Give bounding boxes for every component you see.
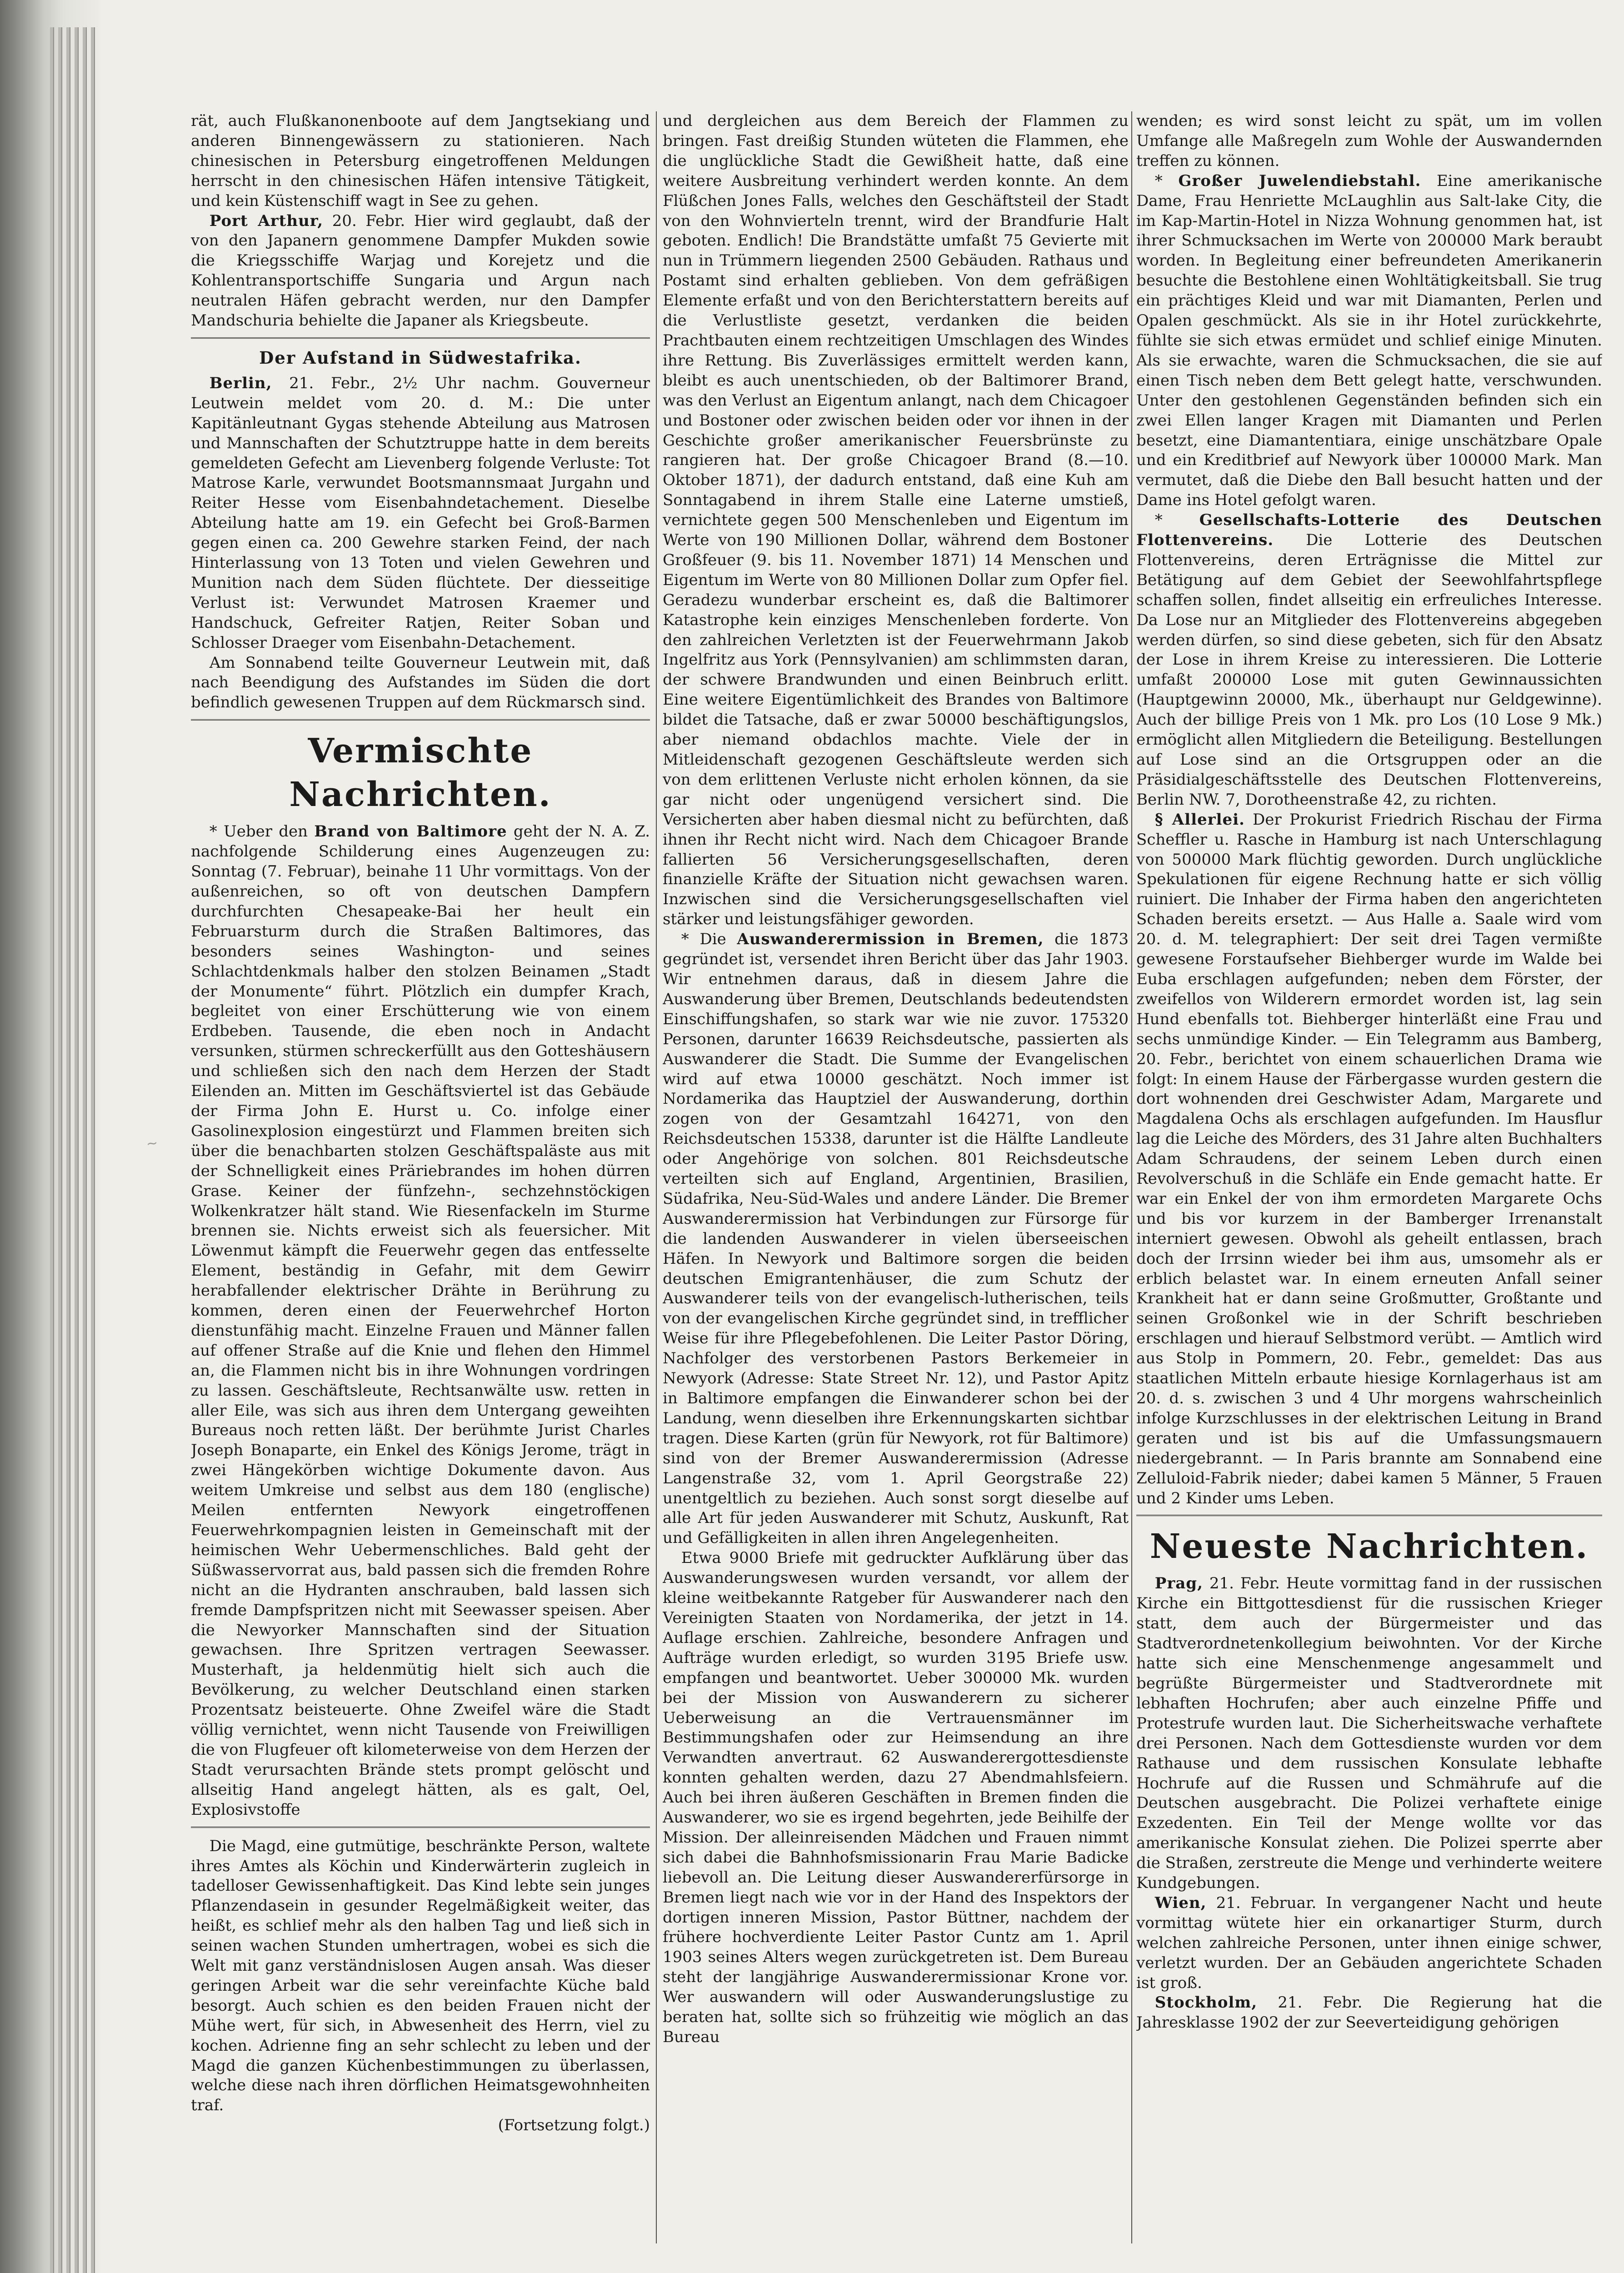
- section-rule: [1136, 1515, 1602, 1518]
- article-paragraph: [191, 374, 650, 653]
- pencil-marginalia: ~: [145, 1135, 159, 1152]
- dateline: Prag,: [1154, 1574, 1203, 1593]
- page-edge: [50, 27, 54, 2273]
- article-text: die 1873 gegründet ist, versendet ihren Bericht über das Jahr 1903. Wir entnehmen daraus, daß in diesem Jahre die Auswanderung über Bremen, Deutschlands bedeutendsten Einschiffungshafen, so stark war wie nie zuvor. 175320 Personen, darunter 16639 Reichsdeutsche, passierten als Auswanderer die Stadt. Die Summe der Evangelischen wird auf etwa 10000 geschätzt. Noch immer ist Nordamerika das Hauptziel der Auswanderung, dorthin zogen von der Gesamtzahl 164271, von den Reichsdeutschen 15338, darunter ist die Hälfte Landleute oder Angehörige von solchen. 801 Reichsdeutsche verteilten sich auf England, Argentinien, Brasilien, Südafrika, Neu-Süd-Wales und andere Länder. Die Bremer Auswanderermission hat Verbindungen zur Fürsorge für die landenden Auswanderer in vielen überseeischen Häfen. In Newyork und Baltimore sorgen die beiden deutschen Emigrantenhäuser, die zum Schutz der Auswanderer teils von der evangelisch-lutherischen, teils von der evangelischen Kirche gegründet sind, in trefflicher Weise für ihre Pflegebefohlenen. Die Leiter Pastor Döring, Nachfolger des verstorbenen Pastors Berkemeier in Newyork (Adresse: State Street Nr. 12), und Pastor Apitz in Baltimore empfangen die Einwanderer schon bei der Landung, wenn dieselben ihre Erkennungskarten sichtbar tragen. Diese Karten (grün für Newyork, rot für Baltimore) sind von der Bremer Auswanderermission (Adresse Langenstraße 32, vom 1. April Georgstraße 22) unentgeltlich zu beziehen. Auch sonst sorgt dieselbe auf alle Art für jeden Auswanderer mit Schutz, Auskunft, Rat und Gefälligkeiten in allen ihren Angelegenheiten.: [663, 930, 1129, 1547]
- article-paragraph: [663, 930, 1129, 1548]
- dateline: Port Arthur,: [209, 211, 324, 230]
- article-paragraph: Am Sonnabend teilte Gouverneur Leutwein mit, daß nach Beendigung des Aufstandes im Süden die dort befindlich gewesenen Truppen auf dem Rückmarsch sind.: [191, 653, 650, 712]
- column-2: [663, 111, 1129, 2241]
- article-paragraph: [1136, 1574, 1602, 1893]
- page-edge: [66, 27, 70, 2273]
- article-text: *: [1154, 511, 1199, 530]
- page-edge: [75, 27, 79, 2273]
- article-text: 21. Februar. In vergangener Nacht und heute vormittag wütete hier ein orkanartiger Sturm, durch welchen zahlreiche Personen, unter ihnen einige schwer, verletzt wurden. Der an Gebäuden angerichtete Schaden ist groß.: [1136, 1893, 1602, 1992]
- article-paragraph: [1136, 511, 1602, 810]
- article-paragraph: [191, 822, 650, 1820]
- section-heading: Neueste Nachrichten.: [1149, 1527, 1589, 1567]
- article-text: 21. Febr., 2½ Uhr nachm. Gouverneur Leutwein meldet vom 20. d. M.: Die unter Kapitänleutnant Gygas stehende Abteilung aus Matrosen und Mannschaften der Schutztruppe hatte in dem bereits gemeldeten Gefecht am Lievenberg folgende Verluste: Tot Matrose Karle, verwundet Bootsmannsmaat Jurgahn und Reiter Hesse vom Eisenbahndetachement. Dieselbe Abteilung hatte am 19. ein Gefecht bei Groß-Barmen gegen einen ca. 200 Gewehre starken Feind, der nach Hinterlassung von 13 Toten und vielen Gewehren und Munition nach dem Süden flüchtete. Der diesseitige Verlust ist: Verwundet Matrosen Kraemer und Handschuck, Gefreiter Ratjen, Reiter Soban und Schlosser Draeger vom Eisenbahn-Detachement.: [191, 374, 650, 652]
- article-text: *: [1154, 171, 1179, 190]
- article-paragraph: [1136, 171, 1602, 511]
- article-paragraph: [1136, 810, 1602, 1509]
- column-1: [191, 111, 650, 2241]
- article-paragraph: und dergleichen aus dem Bereich der Flammen zu bringen. Fast dreißig Stunden wüteten die Flammen, ehe die unglückliche Stadt die Gewißheit hatte, daß eine weitere Ausbreitung verhindert werden konnte. An dem Flüßchen Jones Falls, welches den Geschäftsteil der Stadt von den Wohnvierteln trennt, wird der Brandfurie Halt geboten. Endlich! Die Brandstätte umfaßt 75 Gevierte mit nun in Trümmern liegenden 2500 Gebäuden. Rathaus und Postamt sind erhalten geblieben. Von dem gefräßigen Elemente erfaßt und von den Berichterstattern bereits auf die Verlustliste gesetzt, verdanken die beiden Prachtbauten einem rechtzeitigen Umschlagen des Windes ihre Rettung. Bis Zuverlässiges ermittelt werden kann, bleibt es auch unentschieden, ob der Baltimorer Brand, was den Verlust an Eigentum anlangt, nach dem Chicagoer und Bostoner oder zwischen beiden oder vor ihnen in der Geschichte großer amerikanischer Feuersbrünste zu rangieren hat. Der große Chicagoer Brand (8.—10. Oktober 1871), der dadurch entstand, daß eine Kuh am Sonntagabend in ihrem Stalle eine Laterne umstieß, vernichtete gegen 500 Menschenleben und Eigentum im Werte von 190 Millionen Dollar, während dem Bostoner Großfeuer (9. bis 11. November 1871) 14 Menschen und Eigentum im Werte von 80 Millionen Dollar zum Opfer fiel. Geradezu wunderbar erscheint es, daß die Baltimorer Katastrophe kein einziges Menschenleben forderte. Von den zahlreichen Verletzten ist der Feuerwehrmann Jakob Ingelfritz aus York (Pennsylvanien) am schlimmsten daran, der schwere Brandwunden und einen Beinbruch erlitt. Eine weitere Eigentümlichkeit des Brandes von Baltimore bildet die Tatsache, daß er zwar 50000 beschäftigungslos, aber niemand obdachlos machte. Viele der in Mitleidenschaft gezogenen Geschäftsleute werden sich von dem erlittenen Verluste nicht erholen können, da sie gar nicht oder ungenügend versichert sind. Die Versicherten aber haben diesmal nicht zu befürchten, daß ihnen ihr Recht nicht wird. Nach dem Chicagoer Brande fallierten 56 Versicherungsgesellschaften, deren finanzielle Kräfte der Situation nicht gewachsen waren. Inzwischen sind die Versicherungsgesellschaften viel stärker und leistungsfähiger geworden.: [663, 112, 1129, 929]
- section-heading: Vermischte Nachrichten.: [289, 731, 552, 815]
- continuation-note: (Fortsetzung folgt.): [498, 2116, 650, 2135]
- article-paragraph: [191, 211, 650, 331]
- article-text: 20. Febr. Hier wird geglaubt, daß der von den Japanern genommene Dampfer Mukden sowie die Kriegsschiffe Warjag und Korejetz und die Kohlentransportschiffe Sungaria und Argun nach neutralen Häfen gebracht werden, nur den Dampfer Mandschuria behielte die Japaner als Kriegsbeute.: [191, 211, 650, 330]
- article-paragraph: Etwa 9000 Briefe mit gedruckter Aufklärung über das Auswanderungswesen wurden versandt, vor allem der kleine weitbekannte Ratgeber für Auswanderer nach den Vereinigten Staaten von Nordamerika, der jetzt in 14. Auflage erschien. Zahlreiche, besondere Anfragen und Aufträge wurden erledigt, so wurden 3195 Briefe usw. empfangen und beantwortet. Ueber 300000 Mk. wurden bei der Mission von Auswanderern zu sicherer Ueberweisung an die Vertrauensmänner im Bestimmungshafen oder zur Heimsendung an ihre Verwandten anvertraut. 62 Auswanderergottesdienste konnten gehalten werden, dazu 27 Abendmahlsfeiern. Auch bei ihren äußeren Geschäften in Bremen finden die Auswanderer, wo sie es irgend begehrten, jede Beihilfe der Mission. Der alleinreisenden Mädchen und Frauen nimmt sich dabei die Bahnhofsmissionarin Frau Marie Badicke liebevoll an. Die Leitung dieser Auswandererfürsorge in Bremen liegt nach wie vor in der Hand des Inspektors der dortigen inneren Mission, Pastor Büttner, nachdem der frühere hochverdiente Leiter Pastor Cuntz am 1. April 1903 seines Alters wegen zurückgetreten ist. Dem Bureau steht der langjährige Auswanderermissionar Krone vor. Wer auswandern will oder Auswanderungslustige zu beraten hat, sollte sich so frühzeitig wie möglich an das Bureau: [663, 1549, 1129, 2046]
- column-rule: [656, 111, 657, 2243]
- article-title: § Allerlei.: [1154, 810, 1245, 829]
- dateline: Wien,: [1154, 1893, 1207, 1912]
- article-paragraph: [1136, 1893, 1602, 1993]
- article-text: Die Lotterie des Deutschen Flottenvereins, deren Erträgnisse die Mittel zur Betätigung auf dem Gebiet der Seewohlfahrtspflege schaffen sollen, findet allseitig ein erfreuliches Interesse. Da Lose nur an Mitglieder des Flottenvereins abgegeben werden dürfen, so sind diese gebeten, sich für den Absatz der Lose in ihrem Kreise zu interessieren. Die Lotterie umfaßt 200000 Lose mit guten Gewinnaussichten (Hauptgewinn 20000, Mk., überhaupt nur Geldgewinne). Auch der billige Preis von 1 Mk. pro Los (10 Lose 9 Mk.) ermöglicht allen Mitgliedern die Beteiligung. Bestellungen auf Lose sind an die Ortsgruppen oder an die Präsidialgeschäftsstelle des Deutschen Flottenvereins, Berlin NW. 7, Dorotheenstraße 42, zu richten.: [1136, 531, 1602, 809]
- feuilleton-paragraph: Die Magd, eine gutmütige, beschränkte Person, waltete ihres Amtes als Köchin und Kinderwärterin zugleich in tadelloser Gewissenhaftigkeit. Das Kind lebte sein junges Pflanzendasein in gesunder Regelmäßigkeit weiter, das heißt, es schlief mehr als den halben Tag und ließ sich in seinen wachen Stunden umhertragen, wobei es sich die Welt mit ganz verständnislosen Augen ansah. Was dieser geringen Arbeit war die sehr vereinfachte Küche bald besorgt. Auch schien es den beiden Frauen nicht der Mühe wert, für sich, in Abwesenheit des Herrn, viel zu kochen. Adrienne fing an sehr schlecht zu leben und der Magd die ganzen Küchenbestimmungen zu überlassen, welche diese nach ihren dörflichen Heimatsgewohnheiten traf.: [191, 1837, 650, 2115]
- section-heading: Der Aufstand in Südwestafrika.: [259, 347, 582, 368]
- article-text: * Die: [681, 930, 737, 949]
- article-title: Großer Juwelendiebstahl.: [1178, 171, 1421, 190]
- dateline: Stockholm,: [1154, 1993, 1258, 2012]
- article-paragraph: rät, auch Flußkanonenboote auf dem Jangtsekiang und anderen Binnengewässern zu stationieren. Nach chinesischen in Petersburg eingetroffenen Meldungen herrscht in den chinesischen Häfen intensive Tätigkeit, und kein Küstenschiff wagt in See zu gehen.: [191, 112, 650, 210]
- page-edge: [83, 27, 87, 2273]
- article-text: * Ueber den: [209, 822, 315, 841]
- article-title: Gesellschafts-Lotterie des Deutschen Flottenvereins.: [1136, 511, 1602, 550]
- article-text: Der Prokurist Friedrich Rischau der Firma Scheffler u. Rasche in Hamburg ist nach Unterschlagung von 500000 Mark flüchtig geworden. Durch unglückliche Spekulationen für eigene Rechnung hatte er sich völlig ruiniert. Die Inhaber der Firma haben den angerichteten Schaden bereits ersetzt. — Aus Halle a. Saale wird vom 20. d. M. telegraphiert: Der seit drei Tagen vermißte gewesene Forstaufseher Biehberger wurde im Walde bei Euba erschlagen aufgefunden; neben dem Förster, der zweifellos von Wilderern ermordet worden ist, lag sein Hund ebenfalls tot. Biehberger hinterläßt eine Frau und sechs unmündige Kinder. — Ein Telegramm aus Bamberg, 20. Febr., berichtet von einem schauerlichen Drama wie folgt: In einem Hause der Färbergasse wurden gestern die dort wohnenden drei Geschwister Adam, Margarete und Magdalena Ochs als erschlagen aufgefunden. Im Hausflur lag die Leiche des Mörders, des 31 Jahre alten Buchhalters Adam Schraudens, der seinem Leben durch einen Revolverschuß in die Schläfe ein Ende gemacht hatte. Er war ein Enkel der von ihm ermordeten Margarete Ochs und bis vor kurzem in der Bamberger Irrenanstalt interniert gewesen. Obwohl als geheilt entlassen, brach doch der Irrsinn wieder bei ihm aus, umsomehr als er erblich belastet war. In einem erneuten Anfall seiner Krankheit hat er dann seine Großmutter, Großtante und seinen Großonkel wie in der Schrift beschrieben erschlagen und hierauf Selbstmord verübt. — Amtlich wird aus Stolp in Pommern, 20. Febr., gemeldet: Das aus staatlichen Mitteln erbaute hiesige Kornlagerhaus ist am 20. d. s. zwischen 3 und 4 Uhr morgens wahrscheinlich infolge Kurzschlusses in der elektrischen Leitung in Brand geraten und ist bis auf die Umfassungsmauern niedergebrannt. — In Paris brannte am Sonnabend eine Zelluloid-Fabrik nieder; dabei kamen 5 Männer, 5 Frauen und 2 Kinder ums Leben.: [1136, 810, 1602, 1507]
- article-title: Brand von Baltimore: [314, 822, 507, 841]
- page-edge: [58, 27, 62, 2273]
- feuilleton-rule: [191, 1827, 650, 1830]
- dateline: Berlin,: [209, 374, 272, 392]
- article-paragraph: wenden; es wird sonst leicht zu spät, um im vollen Umfange alle Maßregeln zum Wohle der Auswandernden treffen zu können.: [1136, 112, 1602, 170]
- article-title: Auswanderermission in Bremen,: [737, 930, 1044, 949]
- column-3: [1136, 111, 1602, 2241]
- article-text: geht der N. A. Z. nachfolgende Schilderung eines Augenzeugen zu: Sonntag (7. Februar), beinahe 11 Uhr vormittags. Von der außenreichen, so oft von deutschen Dampfern durchfurchten Chesapeake-Bai her heult ein Februarsturm durch die Straßen Baltimores, das besonders seines Washington- und seines Schlachtdenkmals halber den stolzen Beinamen „Stadt der Monumente“ führt. Plötzlich ein dumpfer Krach, begleitet von einer Erschütterung wie von einem Erdbeben. Tausende, die eben noch in Andacht versunken, stürmen schreckerfüllt aus den Gotteshäusern und schließen sich den nach dem Herzen der Stadt Eilenden an. Mitten im Geschäftsviertel ist das Gebäude der Firma John E. Hurst u. Co. infolge einer Gasolinexplosion eingestürzt und Flammen breiten sich über die benachbarten stolzen Geschäftspaläste aus mit der Schnelligkeit eines Präriebrandes im hohen dürren Grase. Keiner der fünfzehn-, sechzehnstöckigen Wolkenkratzer hält stand. Wie Riesenfackeln im Sturme brennen sie. Nichts erweist sich als feuersicher. Mit Löwenmut kämpft die Feuerwehr gegen das entfesselte Element, beständig in Gefahr, mit dem Gewirr herabfallender elektrischer Drähte in Berührung zu kommen, deren einen der Feuerwehrchef Horton dienstunfähig macht. Einzelne Frauen und Männer fallen auf offener Straße auf die Knie und flehen den Himmel an, die Flammen nicht bis in ihre Wohnungen vordringen zu lassen. Geschäftsleute, Rechtsanwälte usw. retten in aller Eile, was sich aus ihren dem Untergang geweihten Bureaus noch retten läßt. Der berühmte Jurist Charles Joseph Bonaparte, ein Enkel des Königs Jerome, trägt in zwei Hängekörben wichtige Dokumente davon. Aus weitem Umkreise und selbst aus dem 180 (englische) Meilen entfernten Newyork eingetroffenen Feuerwehrkompagnien leisten in Gemeinschaft mit der heimischen Wehr Uebermenschliches. Bald geht der Süßwasservorrat aus, bald passen sich die fremden Rohre nicht an die Hydranten anschrauben, bald lassen sich fremde Dampfspritzen nicht mit Seewasser speisen. Aber die Newyorker Mannschaften sind der Situation gewachsen. Ihre Spritzen vertragen Seewasser. Musterhaft, ja heldenmütig hielt sich auch die Bevölkerung, zu welcher Deutschland einen starken Prozentsatz beisteuerte. Ohne Zweifel wäre die Stadt völlig vernichtet, wenn nicht Tausende von Freiwilligen die von Flugfeuer oft kilometerweise von dem Herzen der Stadt verursachten Brände stets prompt gelöscht und allseitig Hand angelegt hätten, als es galt, Oel, Explosivstoffe: [191, 822, 650, 1819]
- section-rule: [191, 337, 650, 341]
- article-text: Eine amerikanische Dame, Frau Henriette McLaughlin aus Salt-lake City, die im Kap-Martin-Hotel in Nizza Wohnung genommen hat, ist ihrer Schmucksachen im Werte von 200000 Mark beraubt worden. In Begleitung einer befreundeten Amerikanerin besuchte die Bestohlene einen Wohltätigkeitsball. Sie trug ein prächtiges Kleid und war mit Diamanten, Perlen und Opalen geschmückt. Als sie in ihr Hotel zurückkehrte, fühlte sie sich etwas ermüdet und schlief einige Minuten. Als sie erwachte, waren die Schmucksachen, die sie auf einen Tisch neben dem Bett gelegt hatte, verschwunden. Unter den gestohlenen Gegenständen befinden sich ein zwei Ellen langer Kragen mit Diamanten und Perlen besetzt, eine Diamantentiara, einige unschätzbare Opale und ein Kreditbrief auf Newyork über 100000 Mark. Man vermutet, daß die Diebe den Ball besucht hatten und der Dame ins Hotel gefolgt waren.: [1136, 171, 1602, 510]
- article-text: 21. Febr. Heute vormittag fand in der russischen Kirche ein Bittgottesdienst für die russischen Krieger statt, dem auch der Bürgermeister und das Stadtverordnetenkollegium beiwohnten. Vor der Kirche hatte sich eine Menschenmenge angesammelt und begrüßte Bürgermeister und Stadtverordnete mit lebhaften Hochrufen; aber auch einzelne Pfiffe und Protestrufe wurden laut. Die Sicherheitswache verhaftete drei Personen. Nach dem Gottesdienste wurden vor dem Rathause und dem russischen Konsulate lebhafte Hochrufe auf die Russen und Schmährufe auf die Deutschen ausgebracht. Die Polizei verhaftete einige Exzedenten. Ein Teil der Menge wollte vor das amerikanische Konsulat ziehen. Die Polizei sperrte aber die Straßen, zerstreute die Menge und verhinderte weitere Kundgebungen.: [1136, 1574, 1602, 1892]
- article-paragraph: [1136, 1993, 1602, 2033]
- column-rule: [1131, 111, 1132, 2243]
- article-text: 21. Febr. Die Regierung hat die Jahresklasse 1902 der zur Seeverteidigung gehörigen: [1136, 1993, 1602, 2032]
- section-rule: [191, 719, 650, 723]
- page-edge: [91, 27, 95, 2273]
